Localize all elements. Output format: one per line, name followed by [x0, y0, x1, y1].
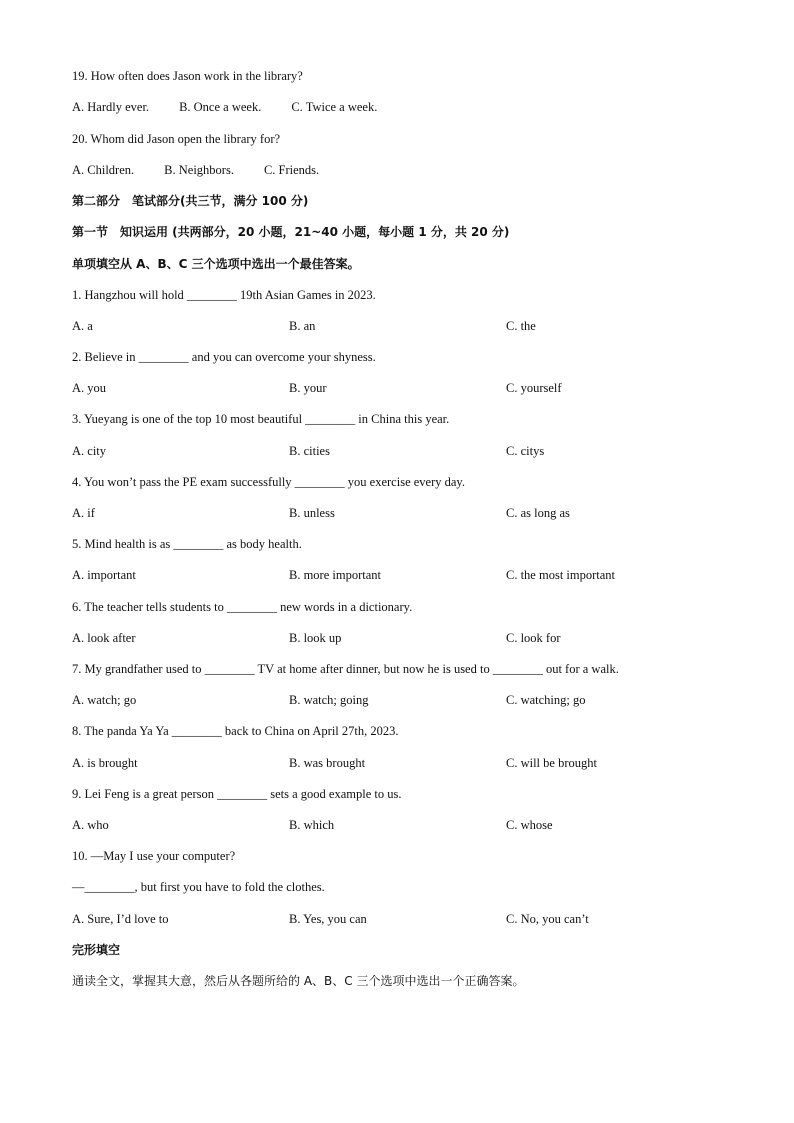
option-a: A. Sure, I’d love to — [72, 912, 169, 926]
option-b: B. Yes, you can — [289, 912, 367, 926]
question-5: 5. Mind health is as ________ as body health. — [72, 537, 302, 551]
option-b: B. Neighbors. — [164, 163, 234, 177]
option-c: C. as long as — [506, 506, 570, 520]
choice-instructions: 单项填空从 A、B、C 三个选项中选出一个最佳答案。 — [72, 257, 360, 271]
option-b: B. was brought — [289, 756, 366, 770]
question-6: 6. The teacher tells students to ________ new words in a dictionary. — [72, 600, 413, 614]
question-10: 10. —May I use your computer? — [72, 849, 236, 863]
question-9: 9. Lei Feng is a great person ________ sets a good example to us. — [72, 787, 402, 801]
option-b: B. watch; going — [289, 693, 369, 707]
question-7: 7. My grandfather used to ________ TV at home after dinner, but now he is used to ________ out for a walk. — [72, 662, 619, 676]
options-19 — [72, 99, 407, 115]
option-c: C. No, you can’t — [506, 912, 589, 926]
option-a: A. Children. — [72, 163, 135, 177]
option-c: C. look for — [506, 631, 561, 645]
option-c: C. the most important — [506, 568, 616, 582]
option-b: B. an — [289, 319, 316, 333]
option-a: A. city — [72, 444, 107, 458]
option-a: A. look after — [72, 631, 136, 645]
option-c: C. Twice a week. — [291, 100, 378, 114]
option-b: B. which — [289, 818, 335, 832]
question-3: 3. Yueyang is one of the top 10 most beautiful ________ in China this year. — [72, 412, 450, 426]
cloze-instructions: 通读全文，掌握其大意，然后从各题所给的 A、B、C 三个选项中选出一个正确答案。 — [72, 974, 525, 988]
option-b: B. Once a week. — [179, 100, 262, 114]
question-2: 2. Believe in ________ and you can overcome your shyness. — [72, 350, 376, 364]
option-a: A. who — [72, 818, 109, 832]
option-b: B. look up — [289, 631, 342, 645]
option-a: A. if — [72, 506, 95, 520]
question-8: 8. The panda Ya Ya ________ back to China on April 27th, 2023. — [72, 724, 399, 738]
option-c: C. the — [506, 319, 536, 333]
option-b: B. more important — [289, 568, 381, 582]
option-b: B. your — [289, 381, 327, 395]
option-c: C. Friends. — [263, 163, 320, 177]
option-a: A. watch; go — [72, 693, 137, 707]
options-20 — [72, 162, 349, 178]
question-19: 19. How often does Jason work in the library? — [72, 69, 303, 83]
option-c: C. will be brought — [506, 756, 597, 770]
option-a: A. is brought — [72, 756, 138, 770]
option-c: C. yourself — [506, 381, 562, 395]
option-a: A. important — [72, 568, 136, 582]
option-c: C. watching; go — [506, 693, 586, 707]
option-a: A. you — [72, 381, 107, 395]
option-a: A. Hardly ever. — [72, 100, 150, 114]
question-1: 1. Hangzhou will hold ________ 19th Asian Games in 2023. — [72, 288, 376, 302]
question-10-reply: —________, but first you have to fold the clothes. — [72, 880, 325, 894]
option-a: A. a — [72, 319, 93, 333]
option-c: C. whose — [506, 818, 553, 832]
part2-heading: 第二部分 笔试部分(共三节，满分 100 分) — [72, 194, 309, 208]
question-20: 20. Whom did Jason open the library for? — [72, 132, 281, 146]
option-b: B. unless — [289, 506, 335, 520]
section1-heading: 第一节 知识运用 (共两部分，20 小题，21~40 小题，每小题 1 分，共 20 分) — [72, 225, 510, 239]
cloze-heading: 完形填空 — [72, 943, 121, 957]
option-b: B. cities — [289, 444, 330, 458]
question-4: 4. You won’t pass the PE exam successfully ________ you exercise every day. — [72, 475, 465, 489]
option-c: C. citys — [506, 444, 545, 458]
